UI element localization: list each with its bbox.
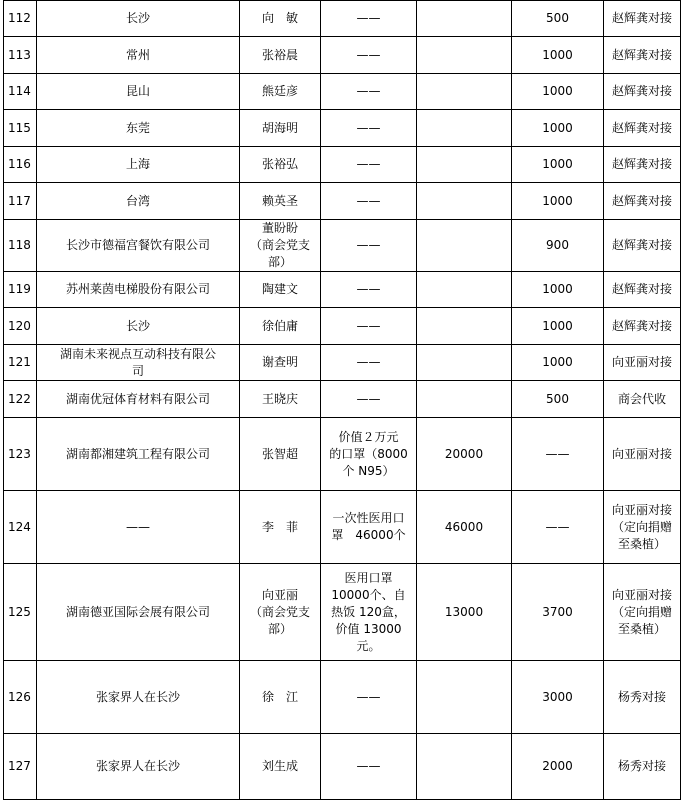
table-row	[4, 661, 681, 734]
goods-value-cell: 13000	[417, 564, 512, 661]
contact-person-cell: 杨秀对接	[604, 734, 681, 800]
donor-person-cell: 张裕晨	[240, 37, 321, 74]
goods-value-cell	[417, 1, 512, 37]
goods-value-cell	[417, 110, 512, 147]
contact-person-cell: 杨秀对接	[604, 661, 681, 734]
goods-value-cell	[417, 345, 512, 381]
contact-person-cell: 赵辉龚对接	[604, 147, 681, 183]
table-row	[4, 110, 681, 147]
contact-person-cell: 赵辉龚对接	[604, 272, 681, 308]
donation-amount-cell: 500	[512, 1, 604, 37]
donation-amount-cell: 1000	[512, 74, 604, 110]
contact-person-cell: 赵辉龚对接	[604, 183, 681, 220]
donor-person-cell: 谢查明	[240, 345, 321, 381]
goods-value-cell	[417, 147, 512, 183]
donated-goods-cell: ——	[321, 308, 417, 345]
donor-unit-cell: 昆山	[37, 74, 240, 110]
row-number-cell: 126	[4, 661, 37, 734]
donor-person-cell: 胡海明	[240, 110, 321, 147]
donated-goods-cell: ——	[321, 272, 417, 308]
row-number-cell: 115	[4, 110, 37, 147]
donor-person-cell: 向亚丽 （商会党支部）	[240, 564, 321, 661]
donor-person-cell: 徐伯庸	[240, 308, 321, 345]
donated-goods-cell: ——	[321, 381, 417, 418]
donation-amount-cell: 1000	[512, 183, 604, 220]
donation-amount-cell: 1000	[512, 147, 604, 183]
donor-unit-cell: 常州	[37, 37, 240, 74]
donation-table	[3, 0, 681, 800]
table-row	[4, 734, 681, 800]
goods-value-cell	[417, 381, 512, 418]
contact-person-cell: 赵辉龚对接	[604, 110, 681, 147]
donation-amount-cell: 3000	[512, 661, 604, 734]
donated-goods-cell: ——	[321, 74, 417, 110]
row-number-cell: 112	[4, 1, 37, 37]
donor-unit-cell: 湖南都湘建筑工程有限公司	[37, 418, 240, 491]
row-number-cell: 113	[4, 37, 37, 74]
goods-value-cell	[417, 308, 512, 345]
donor-unit-cell: 长沙市德福宫餐饮有限公司	[37, 220, 240, 272]
donation-amount-cell: 1000	[512, 308, 604, 345]
donation-amount-cell: ——	[512, 491, 604, 564]
goods-value-cell	[417, 183, 512, 220]
donor-unit-cell: 台湾	[37, 183, 240, 220]
table-row	[4, 418, 681, 491]
donated-goods-cell: ——	[321, 220, 417, 272]
table-row	[4, 147, 681, 183]
donor-person-cell: 王晓庆	[240, 381, 321, 418]
table-row	[4, 272, 681, 308]
row-number-cell: 125	[4, 564, 37, 661]
donation-amount-cell: ——	[512, 418, 604, 491]
donor-unit-cell: 长沙	[37, 308, 240, 345]
donated-goods-cell: 价值２万元 的口罩（8000 个 N95）	[321, 418, 417, 491]
goods-value-cell	[417, 661, 512, 734]
table-row	[4, 183, 681, 220]
donor-person-cell: 张裕弘	[240, 147, 321, 183]
donated-goods-cell: ——	[321, 345, 417, 381]
table-row	[4, 220, 681, 272]
row-number-cell: 124	[4, 491, 37, 564]
donated-goods-cell: 医用口罩 10000个、自 热饭 120盒， 价值 13000 元。	[321, 564, 417, 661]
table-row	[4, 1, 681, 37]
table-row	[4, 308, 681, 345]
row-number-cell: 121	[4, 345, 37, 381]
donated-goods-cell: ——	[321, 37, 417, 74]
donation-amount-cell: 900	[512, 220, 604, 272]
contact-person-cell: 向亚丽对接 （定向捐赠 至桑植）	[604, 564, 681, 661]
donation-amount-cell: 1000	[512, 37, 604, 74]
table-row	[4, 74, 681, 110]
table-row	[4, 564, 681, 661]
donor-person-cell: 赖英圣	[240, 183, 321, 220]
goods-value-cell	[417, 74, 512, 110]
contact-person-cell: 向亚丽对接	[604, 418, 681, 491]
table-row	[4, 345, 681, 381]
donation-amount-cell: 1000	[512, 345, 604, 381]
donor-unit-cell: 张家界人在长沙	[37, 661, 240, 734]
goods-value-cell	[417, 734, 512, 800]
contact-person-cell: 赵辉龚对接	[604, 1, 681, 37]
goods-value-cell	[417, 272, 512, 308]
contact-person-cell: 赵辉龚对接	[604, 74, 681, 110]
donor-unit-cell: 长沙	[37, 1, 240, 37]
donation-amount-cell: 2000	[512, 734, 604, 800]
donated-goods-cell: 一次性医用口 罩 46000个	[321, 491, 417, 564]
table-row	[4, 37, 681, 74]
row-number-cell: 119	[4, 272, 37, 308]
donor-unit-cell: 上海	[37, 147, 240, 183]
donor-unit-cell: 湖南未来视点互动科技有限公 司	[37, 345, 240, 381]
contact-person-cell: 赵辉龚对接	[604, 308, 681, 345]
row-number-cell: 114	[4, 74, 37, 110]
donated-goods-cell: ——	[321, 183, 417, 220]
row-number-cell: 127	[4, 734, 37, 800]
donation-amount-cell: 1000	[512, 110, 604, 147]
row-number-cell: 116	[4, 147, 37, 183]
donor-unit-cell: 苏州莱茵电梯股份有限公司	[37, 272, 240, 308]
contact-person-cell: 商会代收	[604, 381, 681, 418]
donated-goods-cell: ——	[321, 1, 417, 37]
table-row	[4, 491, 681, 564]
goods-value-cell	[417, 220, 512, 272]
goods-value-cell: 20000	[417, 418, 512, 491]
donated-goods-cell: ——	[321, 147, 417, 183]
goods-value-cell	[417, 37, 512, 74]
donor-person-cell: 董盼盼 （商会党支部）	[240, 220, 321, 272]
contact-person-cell: 赵辉龚对接	[604, 37, 681, 74]
contact-person-cell: 向亚丽对接 （定向捐赠 至桑植）	[604, 491, 681, 564]
donation-amount-cell: 1000	[512, 272, 604, 308]
contact-person-cell: 向亚丽对接	[604, 345, 681, 381]
donation-amount-cell: 500	[512, 381, 604, 418]
donor-person-cell: 熊廷彦	[240, 74, 321, 110]
row-number-cell: 120	[4, 308, 37, 345]
row-number-cell: 118	[4, 220, 37, 272]
donor-unit-cell: 张家界人在长沙	[37, 734, 240, 800]
donor-unit-cell: 东莞	[37, 110, 240, 147]
donated-goods-cell: ——	[321, 734, 417, 800]
row-number-cell: 122	[4, 381, 37, 418]
donated-goods-cell: ——	[321, 110, 417, 147]
donor-unit-cell: 湖南优冠体育材料有限公司	[37, 381, 240, 418]
donation-amount-cell: 3700	[512, 564, 604, 661]
donor-unit-cell: 湖南德亚国际会展有限公司	[37, 564, 240, 661]
table-row	[4, 381, 681, 418]
donated-goods-cell: ——	[321, 661, 417, 734]
donor-person-cell: 向 敏	[240, 1, 321, 37]
donor-person-cell: 徐 江	[240, 661, 321, 734]
donor-unit-cell: ——	[37, 491, 240, 564]
donor-person-cell: 张智超	[240, 418, 321, 491]
donor-person-cell: 李 菲	[240, 491, 321, 564]
row-number-cell: 117	[4, 183, 37, 220]
goods-value-cell: 46000	[417, 491, 512, 564]
donor-person-cell: 陶建文	[240, 272, 321, 308]
row-number-cell: 123	[4, 418, 37, 491]
contact-person-cell: 赵辉龚对接	[604, 220, 681, 272]
donor-person-cell: 刘生成	[240, 734, 321, 800]
